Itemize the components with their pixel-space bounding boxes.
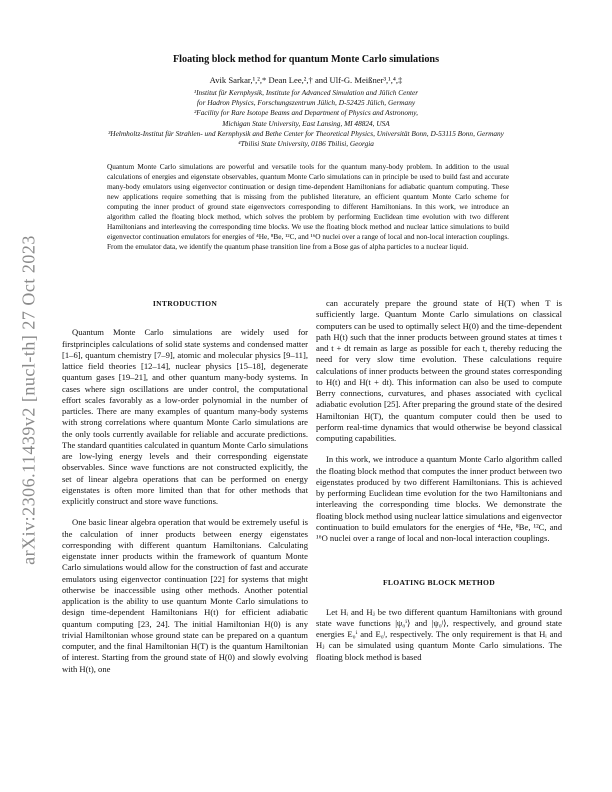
affiliation-line: ¹Institut für Kernphysik, Institute for Advanced Simulation and Jülich Center bbox=[193, 88, 419, 97]
body-paragraph: One basic linear algebra operation that would be extremely useful is the calculation of inner products between energy eigenstates corresponding with different quantum Hamiltonians. Calculating eigenstate inner products within the framework of quantum Monte Carlo simulations would allow for the construction of fast and accurate emulators using eigenvector continuation [22] for systems that might otherwise be inaccessible using other methods. Another potential application is the ability to use quantum Monte Carlo simulations to design time-dependent Hamiltonians H(t) for efficient adiabatic quantum computing [23, 24]. The initial Hamiltonian H(0) is any trivial Hamiltonian whose ground state can be prepared on a quantum computer, and the final Hamiltonian H(T) is the quantum Hamiltonian of interest. Starting from the ground state of H(0) and slowly evolving with H(t), one bbox=[62, 517, 308, 674]
body-paragraph: Let Hᵢ and Hⱼ be two different quantum Hamiltonians with ground state wave functions |ψ₀ⁱ⟩ and |ψ₀ʲ⟩, respectively, and ground state energies E₀ⁱ and E₀ʲ, respectively. The only requirement is that Hᵢ and Hⱼ can be simulated using quantum Monte Carlo simulations. The floating block method is based bbox=[316, 606, 562, 662]
affiliation-line: ⁴Tbilisi State University, 0186 Tbilisi, Georgia bbox=[238, 139, 374, 149]
abstract: Quantum Monte Carlo simulations are powerful and versatile tools for the quantum many-body problem. In addition to the usual calculations of energies and eigenstate observables, quantum Monte Carlo simulations can in principle be used to build fast and accurate many-body emulators using eigenvector continuation or design time-dependent Hamiltonians for adiabatic quantum computing. These new applications require something that is missing from the published literature, an efficient quantum Monte Carlo scheme for computing the inner product of ground state eigenvectors corresponding to different Hamiltonians. In this work, we introduce an algorithm called the floating block method, which solves the problem by performing Euclidean time evolution with two different Hamiltonians and interleaving the corresponding time blocks. We use the floating block method and nuclear lattice simulations to build eigenvector continuation emulators for energies of ⁴He, ⁸Be, ¹²C, and ¹⁶O nuclei over a range of local and non-local interaction couplings. From the emulator data, we identify the quantum phase transition line from a Bose gas of alpha particles to a nuclear liquid. bbox=[107, 162, 509, 251]
section-heading-floating-block-method: FLOATING BLOCK METHOD bbox=[382, 578, 496, 588]
arxiv-stamp: arXiv:2306.11439v2 [nucl-th] 27 Oct 2023 bbox=[18, 235, 39, 565]
affiliation-line: ²Facility for Rare Isotope Beams and Department of Physics and Astronomy, bbox=[194, 108, 418, 118]
affiliations bbox=[0, 88, 612, 149]
paper-title: Floating block method for quantum Monte Carlo simulations bbox=[172, 54, 440, 65]
right-column bbox=[316, 298, 562, 663]
affiliation-line: Michigan State University, East Lansing, MI 48824, USA bbox=[222, 118, 390, 128]
body-paragraph: In this work, we introduce a quantum Monte Carlo algorithm called the floating block method that computes the inner product between two eigenstates produced by two different Hamiltonians. This is achieved by performing Euclidean time evolution for the two Hamiltonians and interleaving the corresponding time blocks. We demonstrate the floating block method using nuclear lattice simulations and eigenvector continuation to build emulators for the energies of ⁴He, ⁸Be, ¹²C, and ¹⁶O nuclei over a range of local and non-local interaction couplings. bbox=[316, 454, 562, 543]
body-paragraph: Quantum Monte Carlo simulations are widely used for firstprinciples calculations of solid state systems and condensed matter [1–6], quantum chemistry [7–9], atomic and molecular physics [9–11], lattice field theories [12–14], nuclear physics [15–18], degenerate quantum gases [19–21], and other quantum many-body systems. In cases where sign oscillations are under control, the computational effort scales favorably as a low-order polynomial in the number of particles. There are many examples of quantum many-body systems with strong correlations where quantum Monte Carlo simulations are the only tools currently available for reliable and accurate predictions. The standard quantities calculated in quantum Monte Carlo simulations are low-lying energy levels and their corresponding eigenstate observables. Since wave functions are not constructed explicitly, the set of linear algebra operations that can be performed on energy eigenstates is often more limited than that for other methods that explicitly construct and store wave functions. bbox=[62, 327, 308, 506]
section-heading-introduction: INTRODUCTION bbox=[152, 299, 218, 308]
left-column bbox=[62, 298, 308, 675]
body-paragraph: can accurately prepare the ground state of H(T) when T is sufficiently large. Quantum Monte Carlo simulations on classical computers can be used to optimally select H(0) and the time-dependent path H(t) such that the inner products between ground states at times t and t + dt remain as large as possible for each t, thereby reducing the need for very slow time evolution. These calculations require calculations of inner products between the ground states corresponding to H(t) and H(t + dt). This information can also be used to compute Berry connections, curvatures, and phases associated with cyclical adiabatic evolution [25]. After preparing the ground state of the desired Hamiltonian H(T), the quantum computer could then be used to perform real-time dynamics that would otherwise be beyond classical computing capabilities. bbox=[316, 298, 562, 443]
affiliation-line: ³Helmholtz-Institut für Strahlen- und Kernphysik and Bethe Center for Theoretical Physics, Universität Bonn, D-53115 Bonn, Germany bbox=[108, 128, 504, 138]
author-list: Avik Sarkar,¹,²,* Dean Lee,²,† and Ulf-G. Meißner³,¹,⁴,‡ bbox=[209, 75, 403, 85]
affiliation-line: for Hadron Physics, Forschungszentrum Jülich, D-52425 Jülich, Germany bbox=[196, 98, 416, 108]
